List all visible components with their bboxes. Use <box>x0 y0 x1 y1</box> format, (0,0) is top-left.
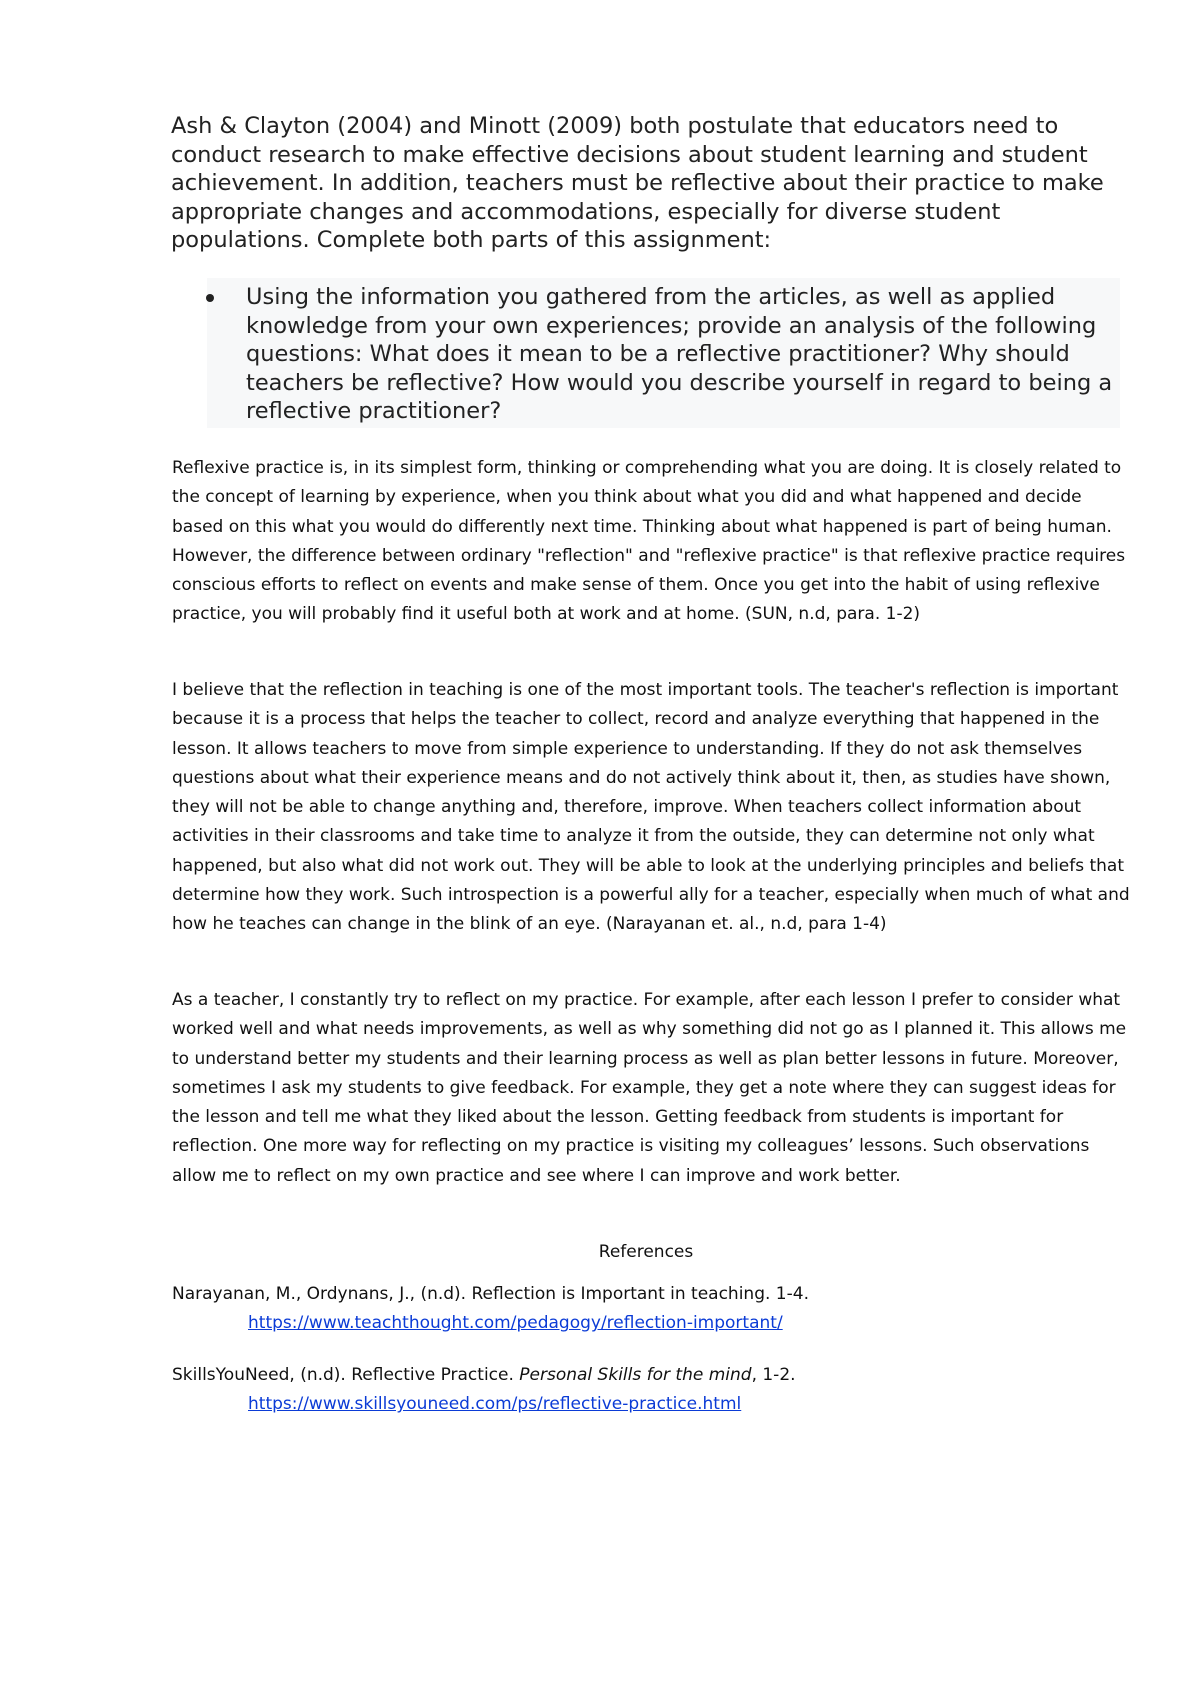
reference-source-title: Personal Skills for the mind <box>519 1365 752 1385</box>
body-paragraph: Reflexive practice is, in its simplest form, thinking or comprehending what you are doing. It is closely related to the concept of learning by experience, when you think about what you did and what happened and decide based on this what you would do differently next time. Thinking about what happened is part of being human. However, the difference between ordinary "reflection" and "reflexive practice" is that reflexive practice requires conscious efforts to reflect on events and make sense of them. Once you get into the habit of using reflexive practice, you will probably find it useful both at work and at home. (SUN, n.d, para. 1-2) <box>172 458 1126 625</box>
reference-citation: SkillsYouNeed, (n.d). Reflective Practice. <box>172 1365 520 1385</box>
reference-pages: , 1-2. <box>751 1365 796 1385</box>
body-paragraph: I believe that the reflection in teaching is one of the most important tools. The teacher's reflection is important because it is a process that helps the teacher to collect, record and analyze everything that happened in the lesson. It allows teachers to move from simple experience to understanding. If they do not ask themselves questions about what their experience means and do not actively think about it, then, as studies have shown, they will not be able to change anything and, therefore, improve. When teachers collect information about activities in their classrooms and take time to analyze it from the outside, they can determine not only what happened, but also what did not work out. They will be able to look at the underlying principles and beliefs that determine how they work. Such introspection is a powerful ally for a teacher, especially when much of what and how he teaches can change in the blink of an eye. (Narayanan et. al., n.d, para 1-4) <box>172 680 1130 935</box>
reference-link[interactable]: https://www.teachthought.com/pedagogy/reflection-important/ <box>248 1313 783 1334</box>
bullet-dot-icon <box>206 294 214 302</box>
body-paragraph: As a teacher, I constantly try to reflect on my practice. For example, after each lesson I prefer to consider what worked well and what needs improvements, as well as why something did not go as I planned it. This allows me to understand better my students and their learning process as well as plan better lessons in future. Moreover, sometimes I ask my students to give feedback. For example, they get a note where they can suggest ideas for the lesson and tell me what they liked about the lesson. Getting feedback from students is important for reflection. One more way for reflecting on my practice is visiting my colleagues’ lessons. Such observations allow me to reflect on my own practice and see where I can improve and work better. <box>172 990 1127 1186</box>
reference-entry <box>172 1280 1132 1339</box>
reference-entry <box>172 1361 1132 1420</box>
assignment-prompt: Ash & Clayton (2004) and Minott (2009) both postulate that educators need to conduct research to make effective decisions about student learning and student achievement. In addition, teachers must be reflective about their practice to make appropriate changes and accommodations, especially for diverse student populations. Complete both parts of this assignment: <box>171 113 1104 253</box>
references-heading: References <box>598 1242 694 1262</box>
assignment-bullet-list <box>200 283 1120 426</box>
reference-citation: Narayanan, M., Ordynans, J., (n.d). Reflection is Important in teaching. 1-4. <box>172 1284 809 1304</box>
reference-link[interactable]: https://www.skillsyouneed.com/ps/reflective-practice.html <box>248 1394 742 1415</box>
assignment-bullet <box>200 283 1120 426</box>
assignment-bullet-text: Using the information you gathered from the articles, as well as applied knowledge from your own experiences; provide an analysis of the following questions: What does it mean to be a reflective practitioner? Why should teachers be reflective? How would you describe yourself in regard to being a reflective practitioner? <box>246 284 1113 424</box>
